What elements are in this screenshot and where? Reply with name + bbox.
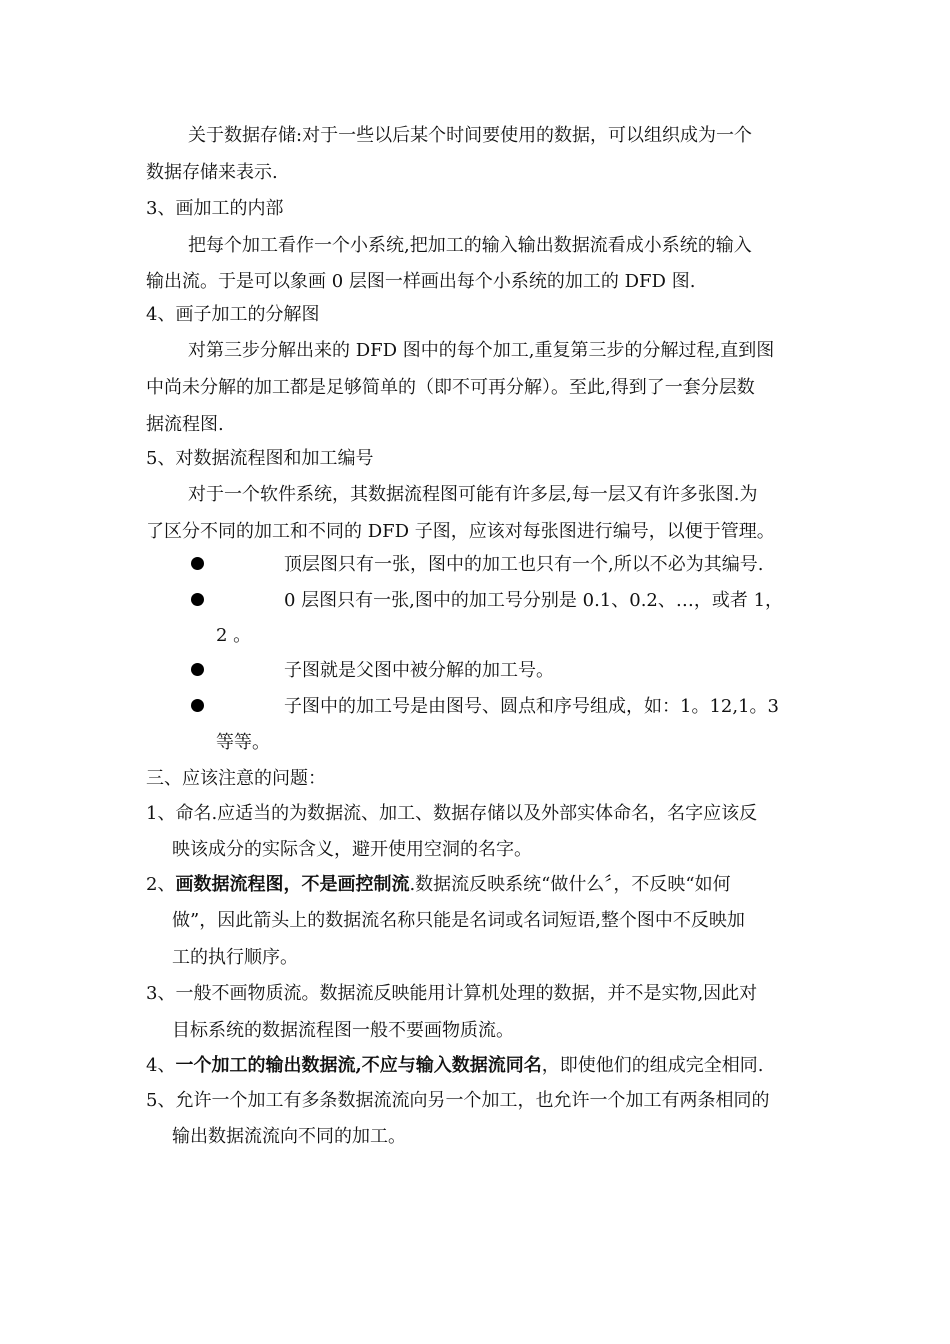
paragraph-data-store-line-2: 数据存储来表示. <box>146 162 278 183</box>
note-4-number: 4、 <box>146 1055 176 1076</box>
note-2-line-2: 做”，因此箭头上的数据流名称只能是名词或名词短语,整个图中不反映加 <box>172 910 745 931</box>
note-5-line-1: 5、允许一个加工有多条数据流流向另一个加工，也允许一个加工有两条相同的 <box>146 1090 770 1111</box>
note-3-line-2: 目标系统的数据流程图一般不要画物质流。 <box>172 1020 514 1041</box>
note-5-line-2: 输出数据流流向不同的加工。 <box>172 1126 406 1147</box>
bullet-3-text: 子图就是父图中被分解的加工号。 <box>284 660 554 681</box>
bullet-dot-icon <box>191 663 204 676</box>
paragraph-step-3-line-2: 输出流。于是可以象画 0 层图一样画出每个小系统的加工的 DFD 图. <box>146 271 696 292</box>
note-1-line-1: 1、命名.应适当的为数据流、加工、数据存储以及外部实体命名，名字应该反 <box>146 803 758 824</box>
note-2-bold: 画数据流程图，不是画控制流 <box>175 874 410 895</box>
section-title: 三、应该注意的问题： <box>146 768 326 789</box>
bullet-2-text-line-2: 2 。 <box>216 625 252 646</box>
bullet-4-text-line-2: 等等。 <box>216 732 270 753</box>
note-4-rest: ，即使他们的组成完全相同. <box>541 1055 764 1076</box>
paragraph-step-4-line-3: 据流程图. <box>146 414 224 435</box>
note-3-line-1: 3、一般不画物质流。数据流反映能用计算机处理的数据，并不是实物,因此对 <box>146 983 758 1004</box>
heading-step-5: 5、对数据流程图和加工编号 <box>146 448 374 469</box>
bullet-1-text: 顶层图只有一张，图中的加工也只有一个,所以不必为其编号. <box>284 554 764 575</box>
paragraph-step-4-line-2: 中尚未分解的加工都是足够简单的（即不可再分解）。至此,得到了一套分层数 <box>146 377 755 398</box>
note-1-line-2: 映该成分的实际含义，避开使用空洞的名字。 <box>172 839 532 860</box>
bullet-dot-icon <box>191 593 204 606</box>
paragraph-step-5-line-2: 了区分不同的加工和不同的 DFD 子图，应该对每张图进行编号，以便于管理。 <box>146 521 775 542</box>
note-4-bold: 一个加工的输出数据流,不应与输入数据流同名 <box>175 1055 542 1076</box>
note-2-rest: .数据流反映系统“做什么〞，不反映“如何 <box>409 874 731 895</box>
bullet-dot-icon <box>191 557 204 570</box>
heading-step-4: 4、画子加工的分解图 <box>146 304 320 325</box>
note-2-number: 2、 <box>146 874 176 895</box>
note-2-line-3: 工的执行顺序。 <box>172 947 298 968</box>
bullet-4-text-line-1: 子图中的加工号是由图号、圆点和序号组成，如：1。12,1。3 <box>284 696 779 717</box>
paragraph-data-store-line-1: 关于数据存储:对于一些以后某个时间要使用的数据，可以组织成为一个 <box>188 125 753 146</box>
bullet-dot-icon <box>191 699 204 712</box>
heading-step-3: 3、画加工的内部 <box>146 198 284 219</box>
note-4-line-1 <box>146 1048 950 1084</box>
bullet-2-text-line-1: 0 层图只有一张,图中的加工号分别是 0.1、0.2、…，或者 1， <box>284 590 784 611</box>
note-2-line-1 <box>146 867 950 903</box>
paragraph-step-3-line-1: 把每个加工看作一个小系统,把加工的输入输出数据流看成小系统的输入 <box>188 235 752 256</box>
paragraph-step-4-line-1: 对第三步分解出来的 DFD 图中的每个加工,重复第三步的分解过程,直到图 <box>188 340 775 361</box>
paragraph-step-5-line-1: 对于一个软件系统，其数据流程图可能有许多层,每一层又有许多张图.为 <box>188 484 758 505</box>
